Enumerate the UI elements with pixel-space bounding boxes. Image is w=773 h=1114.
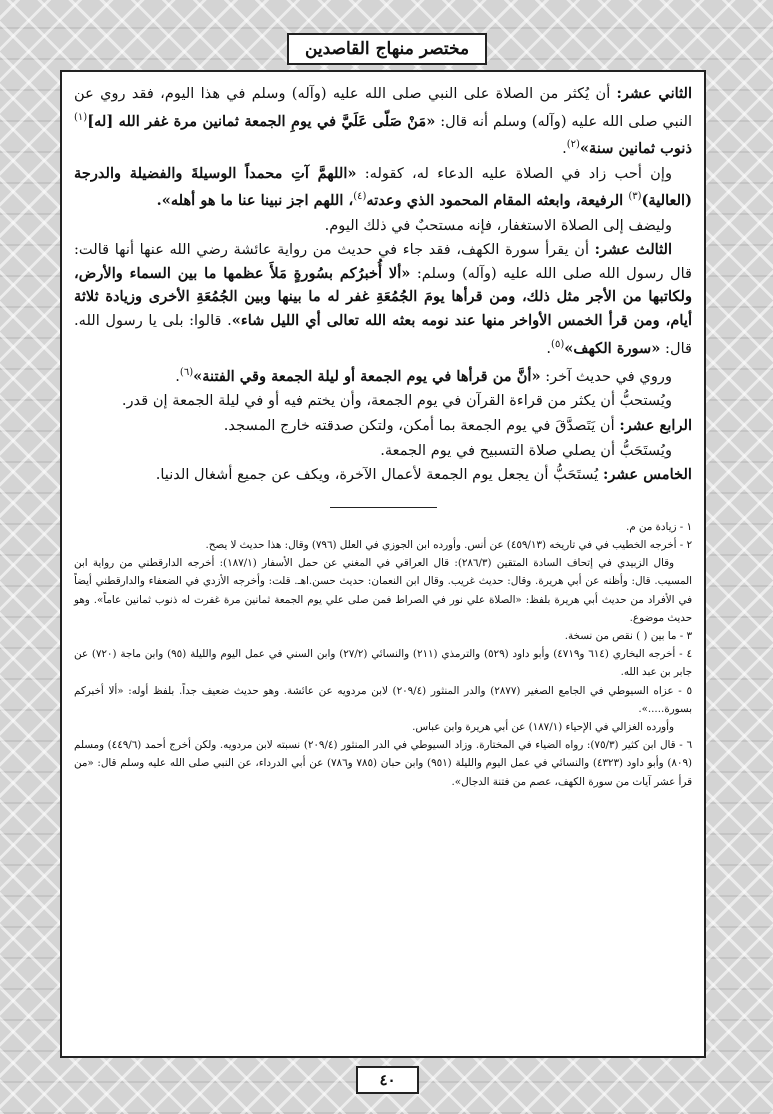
main-text <box>74 82 692 487</box>
footnote-6: ٦ - قال ابن كثير (٧٥/٣): رواه الضياء في المختارة. وزاد السيوطي في الدر المنثور (٢٠٩/٤) نسبته لابن مردويه. ولكن أخرج أحمد (٤٤٩/٦) ومسلم (٨٠٩) وأبو داود (٤٣٢٣) والنسائي في عمل اليوم والليلة (٩٥١) وابن حبان (٧٨٥ و٧٨٦) عن أبي الدرداء، عن النبي صلى الله عليه وسلم قال: «من قرأ عشر آيات من سورة الكهف، عصم من فتنة الدجال». <box>74 739 693 788</box>
footnote-ref[interactable]: (٦) <box>179 366 194 378</box>
footnote-ref[interactable]: (١) <box>74 111 88 123</box>
paragraph-istighfar: وليضف إلى الصلاة الاستغفار، فإنه مستحبٌ في ذلك اليوم. <box>324 216 672 234</box>
page-number-box <box>356 1066 419 1094</box>
item-heading: الخامس عشر: <box>602 466 692 484</box>
footnote-ref[interactable]: (٥) <box>551 338 565 350</box>
footnote-1: ١ - زيادة من م. <box>625 520 692 533</box>
paragraph-quran-reading: ويُستحبُّ أن يكثر من قراءة القرآن في يوم الجمعة، وأن يختم فيه أو في ليلة الجمعة إن قدر. <box>121 392 672 410</box>
paragraph-twelfth: الثاني عشر: أن يُكثر من الصلاة على النبي صلى الله عليه (وآله) وسلم في هذا اليوم، فقد روي عن النبي صلى الله عليه (وآله) وسلم أنه قال: «مَنْ صَلّى عَلَيَّ في يومِ الجمعة ثمانين مرة غفر الله [له]$^{(١)}$ ذنوب ثمانين سنة»$^{(٢)}$. <box>74 85 693 157</box>
page-body <box>60 70 706 1058</box>
footnote-divider <box>330 507 437 508</box>
footnote-2: ٢ - أخرجه الخطيب في في تاريخه (٤٥٩/١٣) عن أنس. وأورده ابن الجوزي في العلل (٧٩٦) وقال: هذا حديث لا يصح. <box>205 539 692 551</box>
footnote-ref[interactable]: (٢) <box>566 139 580 151</box>
item-heading: الثالث عشر: <box>594 241 672 259</box>
footnote-3: ٣ - ما بين ( ) نقص من نسخة. <box>564 630 692 643</box>
footnote-ref[interactable]: (٤) <box>353 191 367 203</box>
paragraph-tasbih: ويُستَحَبُّ أن يصلي صلاة التسبيح في يوم الجمعة. <box>380 441 672 459</box>
footnote-ref[interactable]: (٣) <box>628 191 642 203</box>
item-heading: الرابع عشر: <box>619 417 692 435</box>
paragraph-thirteenth: الثالث عشر: أن يقرأ سورة الكهف، فقد جاء في حديث من رواية عائشة رضي الله عنها أنها قالت: قال رسول الله صلى الله عليه (وآله) وسلم: «ألا أُخبرُكم بسُورةٍ مَلأَ عظمها ما بين السماء والأرض، ولكاتبها من الأجر مثل ذلك، ومن قرأها يومَ الجُمُعَةِ غفر له ما بينها وبين الجُمُعَةِ الأخرى وزيادة ثلاثة أيام، ومن قرأ الخمس الأواخر منها عند نومه بعثه الله تعالى أي الليل شاء». قالوا: بلى يا رسول الله. قال: «سورة الكهف»$^{(٥)}$. <box>74 241 692 357</box>
page-number: ٤٠ <box>379 1071 396 1089</box>
footnote-4: ٤ - أخرجه البخاري (٦١٤ و٤٧١٩) وأبو داود (٥٢٩) والترمذي (٢١١) والنسائي (٢٧/٢) وابن السني في عمل اليوم والليلة (٩٥) وابن ماجة (٧٢٠) عن جابر بن عبد الله. <box>74 648 692 679</box>
item-heading: الثاني عشر: <box>616 85 693 102</box>
book-title: مختصر منهاج القاصدين <box>304 39 470 59</box>
hadith-quote: «ألا أُخبرُكم بسُورةٍ مَلأَ عظمها ما بين السماء والأرض، ولكاتبها من الأجر مثل ذلك، ومن قرأها يومَ الجُمُعَةِ غفر له ما بينها وبين الجُمُعَةِ الأخرى وزيادة ثلاثة أيام، ومن قرأ الخمس الأواخر منها عند نومه بعثه الله تعالى أي الليل شاء» <box>74 264 692 329</box>
page-header <box>287 33 487 65</box>
footnote-5-continued: وأورده الغزالي في الإحياء (١٨٧/١) عن أبي هريرة وابن عباس. <box>412 721 674 734</box>
footnotes <box>74 518 692 791</box>
hadith-quote: «مَنْ صَلّى عَلَيَّ في يومِ الجمعة ثمانين مرة غفر الله [له] <box>87 112 436 130</box>
supplication-quote: «اللهمَّ آتِ محمداً الوسيلةَ والفضيلة والدرجة (العالية) <box>74 164 692 209</box>
hadith-quote: «أنَّ من قرأها في يوم الجمعة أو ليلة الجمعة وقي الفتنة» <box>193 367 541 385</box>
paragraph-fifteenth: الخامس عشر: يُستَحَبُّ أن يجعل يوم الجمعة لأعمال الآخرة، ويكف عن جميع أشغال الدنيا. <box>155 466 692 484</box>
footnote-5: ٥ - عزاه السيوطي في الجامع الصغير (٢٨٧٧) والدر المنثور (٢٠٩/٤) لابن مردويه عن عائشة. وهو حديث ضعيف جداً. بلفظ أوله: «ألا أخبركم بسورة.....». <box>74 684 692 715</box>
footnote-2-continued: وقال الزبيدي في إتحاف السادة المتقين (٢٨٦/٣): قال العراقي في المغني عن حمل الأسفار (١٨٧/١): أخرجه الدارقطني من رواية ابن المسيب. قال: وأظنه عن أبي هريرة. وقال: حديث غريب. وقال ابن النعمان: حديث حسن.اهـ. قلت: وأخرجه الأزدي في الضعفاء والدارقطني أيضاً في الأفراد من حديث أبي هريرة بلفظ: «الصلاة علي نور في الصراط فمن صلى علي يوم الجمعة ثمانين مرة غفرت له ذنوب ثمانين عاماً». وهو حديث موضوع. <box>74 557 692 624</box>
paragraph-other-hadith: وروي في حديث آخر: «أنَّ من قرأها في يوم الجمعة أو ليلة الجمعة وقي الفتنة»$^{(٦)}$. <box>175 366 672 385</box>
paragraph-fourteenth: الرابع عشر: أن يَتَصدَّقَ في يوم الجمعة بما أمكن، ولتكن صدقته خارج المسجد. <box>223 417 692 435</box>
paragraph-supplication: وإن أحب زاد في الصلاة عليه الدعاء له، كقوله: «اللهمَّ آتِ محمداً الوسيلةَ والفضيلة والدرجة (العالية)$^{(٣)}$ الرفيعة، وابعثه المقام المحمود الذي وعدته$^{(٤)}$، اللهم اجز نبينا عنا ما هو أهله». <box>74 164 692 209</box>
